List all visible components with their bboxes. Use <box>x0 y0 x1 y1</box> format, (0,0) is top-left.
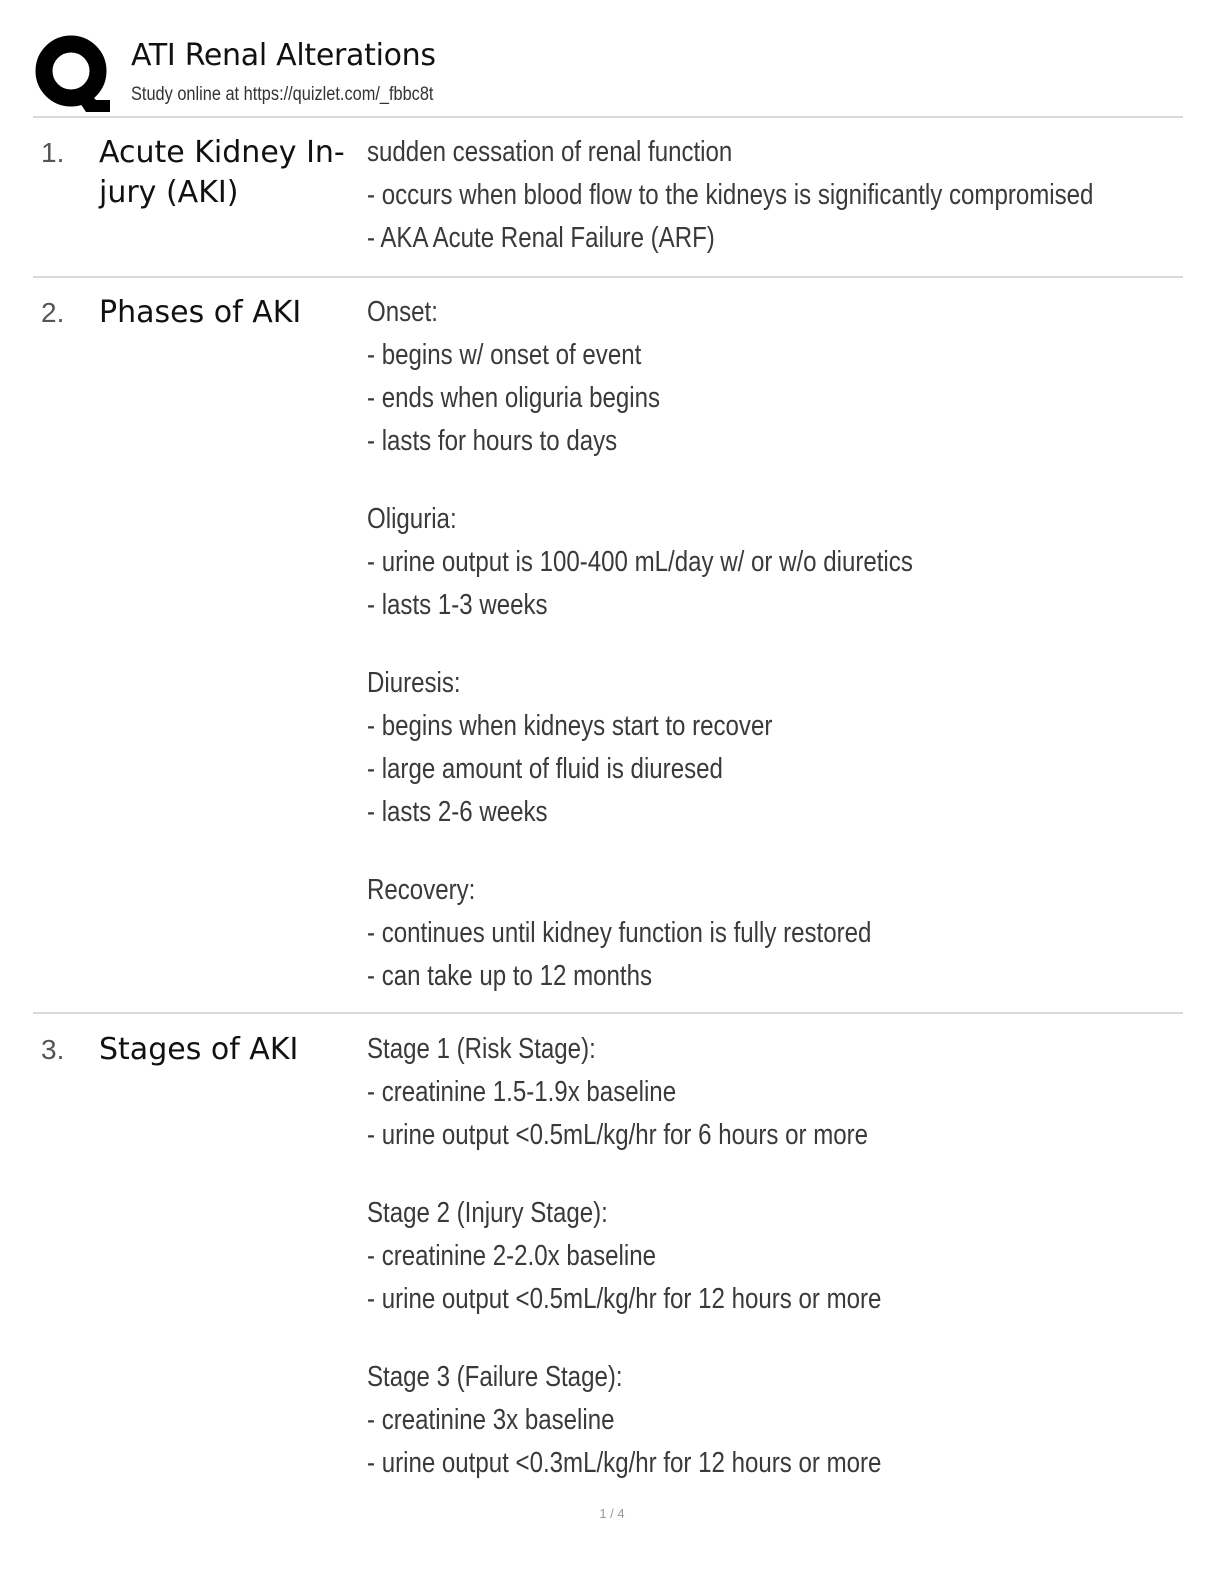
paragraph-gap <box>367 1327 1187 1362</box>
definition-line: Diuresis: <box>367 667 461 699</box>
definition-line: Recovery: <box>367 874 476 906</box>
card-number: 3. <box>41 1034 65 1065</box>
definition-line: - urine output <0.5mL/kg/hr for 6 hours or more <box>367 1119 869 1151</box>
definition-line: - lasts 1-3 weeks <box>367 589 548 621</box>
divider <box>33 276 1183 278</box>
term-line: Stages of AKI <box>99 1032 299 1067</box>
card-term <box>99 133 359 213</box>
definition-line: - lasts for hours to days <box>367 425 618 457</box>
definition-line: - creatinine 3x baseline <box>367 1404 615 1436</box>
term-line: jury (AKI) <box>99 175 239 210</box>
definition-line: - ends when oliguria begins <box>367 382 661 414</box>
definition-line: - urine output <0.5mL/kg/hr for 12 hours or more <box>367 1283 882 1315</box>
card-number: 1. <box>41 137 65 168</box>
card-term <box>99 293 359 333</box>
definition-line: - urine output is 100-400 mL/day w/ or w/o diuretics <box>367 546 913 578</box>
definition-line: Stage 2 (Injury Stage): <box>367 1197 608 1229</box>
paragraph-gap <box>367 1163 1187 1198</box>
definition-line: Stage 3 (Failure Stage): <box>367 1361 623 1393</box>
definition-line: - AKA Acute Renal Failure (ARF) <box>367 222 715 254</box>
definition-line: sudden cessation of renal function <box>367 136 733 168</box>
definition-line: - continues until kidney function is fully restored <box>367 917 872 949</box>
card-number: 2. <box>41 297 65 328</box>
definition-line: Stage 1 (Risk Stage): <box>367 1033 596 1065</box>
study-link[interactable]: Study online at https://quizlet.com/_fbbc8t <box>131 84 434 105</box>
definition-line: - creatinine 2-2.0x baseline <box>367 1240 657 1272</box>
card-definition <box>367 1034 1187 1491</box>
term-line: Acute Kidney In- <box>99 135 345 170</box>
paragraph-gap <box>367 469 1187 504</box>
divider <box>33 1012 1183 1014</box>
definition-line: - begins w/ onset of event <box>367 339 642 371</box>
page-number: 1 / 4 <box>599 1506 625 1521</box>
definition-line: - lasts 2-6 weeks <box>367 796 548 828</box>
definition-line: - begins when kidneys start to recover <box>367 710 773 742</box>
page-header <box>34 34 1184 114</box>
page-title: ATI Renal Alterations <box>131 38 436 73</box>
card-term <box>99 1030 359 1070</box>
quizlet-logo-icon <box>34 34 112 112</box>
card-definition <box>367 297 1187 1004</box>
term-line: Phases of AKI <box>99 295 302 330</box>
definition-line: - large amount of fluid is diuresed <box>367 753 723 785</box>
definition-line: - occurs when blood flow to the kidneys is significantly compromised <box>367 179 1094 211</box>
divider <box>33 116 1183 118</box>
definition-line: Onset: <box>367 296 438 328</box>
paragraph-gap <box>367 633 1187 668</box>
definition-line: - can take up to 12 months <box>367 960 653 992</box>
definition-line: - creatinine 1.5-1.9x baseline <box>367 1076 677 1108</box>
paragraph-gap <box>367 840 1187 875</box>
card-definition <box>367 137 1187 266</box>
definition-line: - urine output <0.3mL/kg/hr for 12 hours or more <box>367 1447 882 1479</box>
definition-line: Oliguria: <box>367 503 457 535</box>
